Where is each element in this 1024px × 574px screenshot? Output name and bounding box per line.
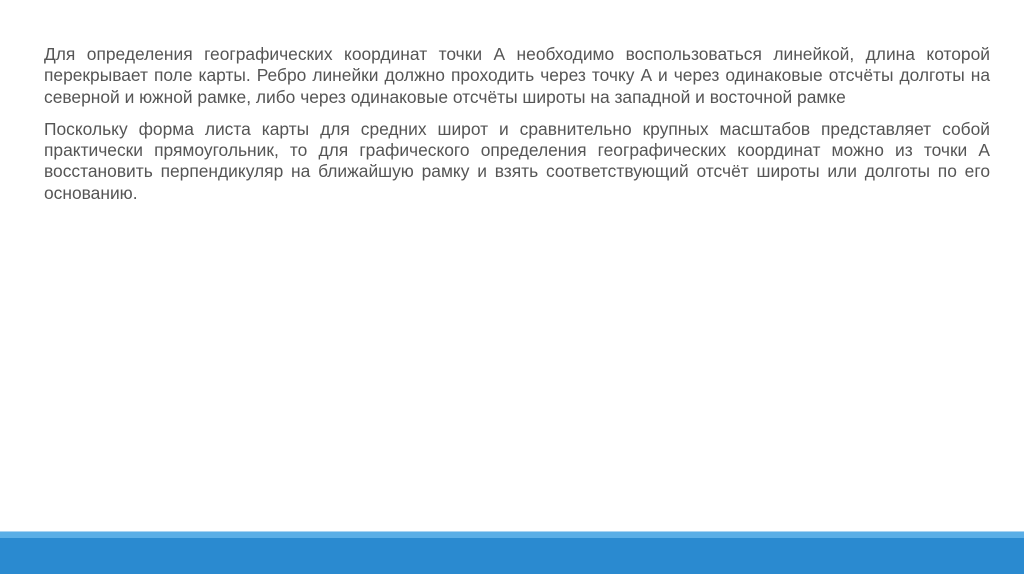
footer-bar	[0, 538, 1024, 574]
slide-text-body	[44, 44, 990, 215]
paragraph-1: Для определения географических координат точки А необходимо воспользоваться линейкой, длина которой перекрывает поле карты. Ребро линейки должно проходить через точку А и через одинаковые отсчёты долготы на северной и южной рамке, либо через одинаковые отсчёты широты на западной и восточной рамке	[44, 44, 990, 107]
paragraph-2: Поскольку форма листа карты для средних широт и сравнительно крупных масштабов представляет собой практически прямоугольник, то для графического определения географических координат можно из точки А восстановить перпендикуляр на ближайшую рамку и взять соответствующий отсчёт широты или долготы по его основанию.	[44, 118, 990, 203]
